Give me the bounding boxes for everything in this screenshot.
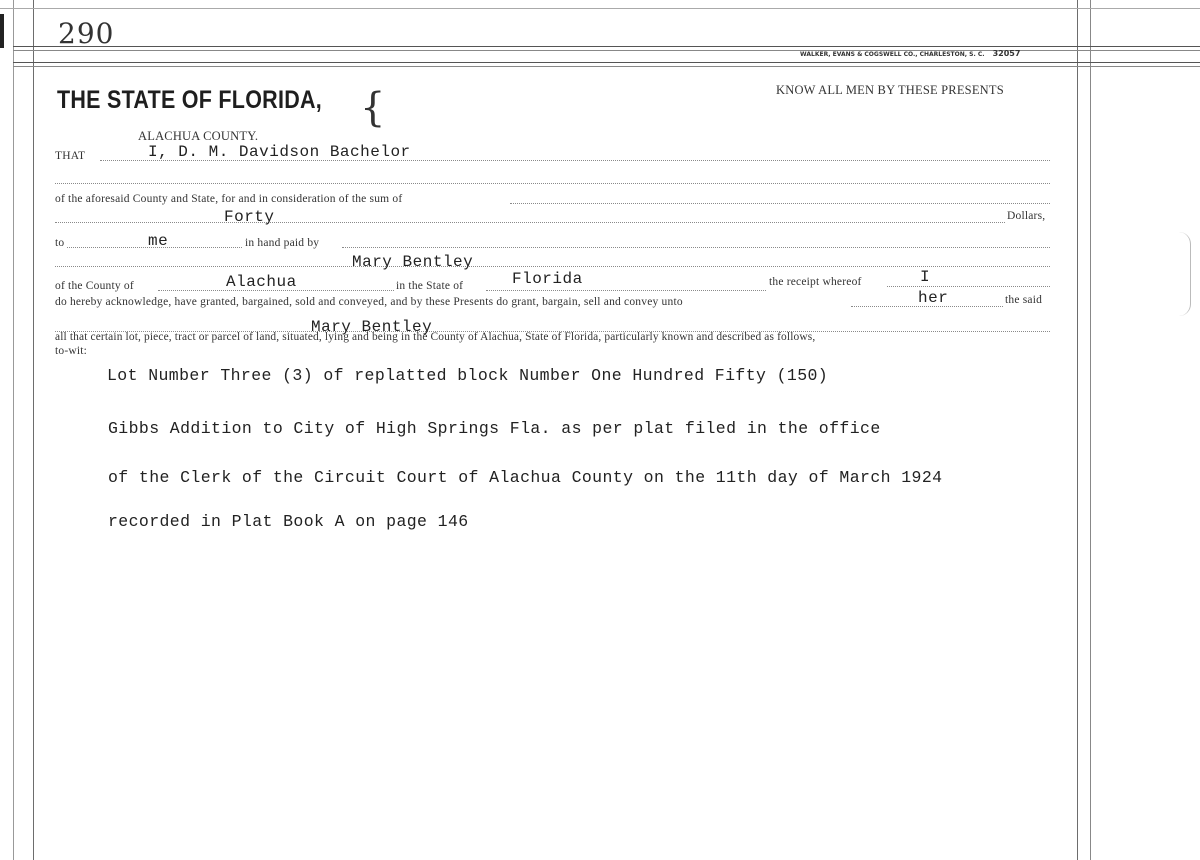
the-said-label: the said (1005, 294, 1043, 306)
know-all-men: KNOW ALL MEN BY THESE PRESENTS (776, 83, 1004, 97)
left-binding-mark (0, 14, 4, 48)
printer-imprint (800, 49, 1020, 58)
description-line-3: of the Clerk of the Circuit Court of Alachua County on the 11th day of March 1924 (108, 468, 943, 487)
dollars-label: Dollars, (1007, 210, 1046, 222)
top-rule (0, 8, 1200, 9)
right-margin-rule-2 (1090, 0, 1091, 860)
paid-by-line (342, 247, 1050, 248)
sum-line (55, 222, 1005, 223)
right-margin-rule (1077, 0, 1078, 860)
printer-name: WALKER, EVANS & COGSWELL CO., CHARLESTON, S. C. (800, 51, 985, 58)
side-bracket-mark (1172, 232, 1191, 316)
header-rule-4 (13, 66, 1200, 67)
lot-text: all that certain lot, piece, tract or parcel of land, situated, lying and being in the County of Alachua, State of Florida, particularly known and described as follows, (55, 331, 816, 343)
grantee-value: Mary Bentley (311, 318, 433, 336)
left-margin-rule (13, 0, 14, 860)
county-label: of the County of (55, 280, 134, 292)
state-title: THE STATE OF FLORIDA, (57, 86, 323, 114)
to-wit-label: to-wit: (55, 345, 88, 357)
county-value: Alachua (226, 273, 297, 291)
sum-value: Forty (224, 208, 275, 226)
acknowledge-text: do hereby acknowledge, have granted, bargained, sold and conveyed, and by these Presents do grant, bargain, sell and convey unto (55, 296, 683, 308)
paid-by-value: Mary Bentley (352, 253, 474, 271)
description-line-1: Lot Number Three (3) of replatted block Number One Hundred Fifty (150) (107, 366, 829, 385)
sum-line-top (510, 203, 1050, 204)
receipt-line (887, 286, 1050, 287)
grantor-value: I, D. M. Davidson Bachelor (148, 143, 411, 161)
description-line-2: Gibbs Addition to City of High Springs Fla. as per plat filed in the office (108, 419, 881, 438)
receipt-value: I (920, 268, 931, 286)
state-line (486, 290, 766, 291)
paid-by-label: in hand paid by (245, 237, 320, 249)
left-margin-rule-2 (33, 0, 34, 860)
state-value: Florida (512, 270, 583, 288)
title-brace: { (360, 85, 386, 131)
description-line-4: recorded in Plat Book A on page 146 (108, 512, 469, 531)
consideration-text: of the aforesaid County and State, for and in consideration of the sum of (55, 193, 403, 205)
state-label: in the State of (396, 280, 464, 292)
header-rule-2 (13, 50, 1200, 51)
header-rule-1 (13, 46, 1200, 47)
form-number: 32057 (992, 49, 1021, 58)
blank-line (55, 183, 1050, 184)
to-value: me (148, 232, 169, 250)
convey-unto-value: her (918, 289, 949, 307)
county-heading: ALACHUA COUNTY. (138, 129, 259, 143)
that-label: THAT (55, 150, 86, 162)
header-rule-3 (13, 62, 1200, 63)
page-number: 290 (58, 17, 115, 50)
receipt-label: the receipt whereof (769, 276, 862, 288)
to-label: to (55, 237, 65, 249)
payer-line (55, 266, 1050, 267)
